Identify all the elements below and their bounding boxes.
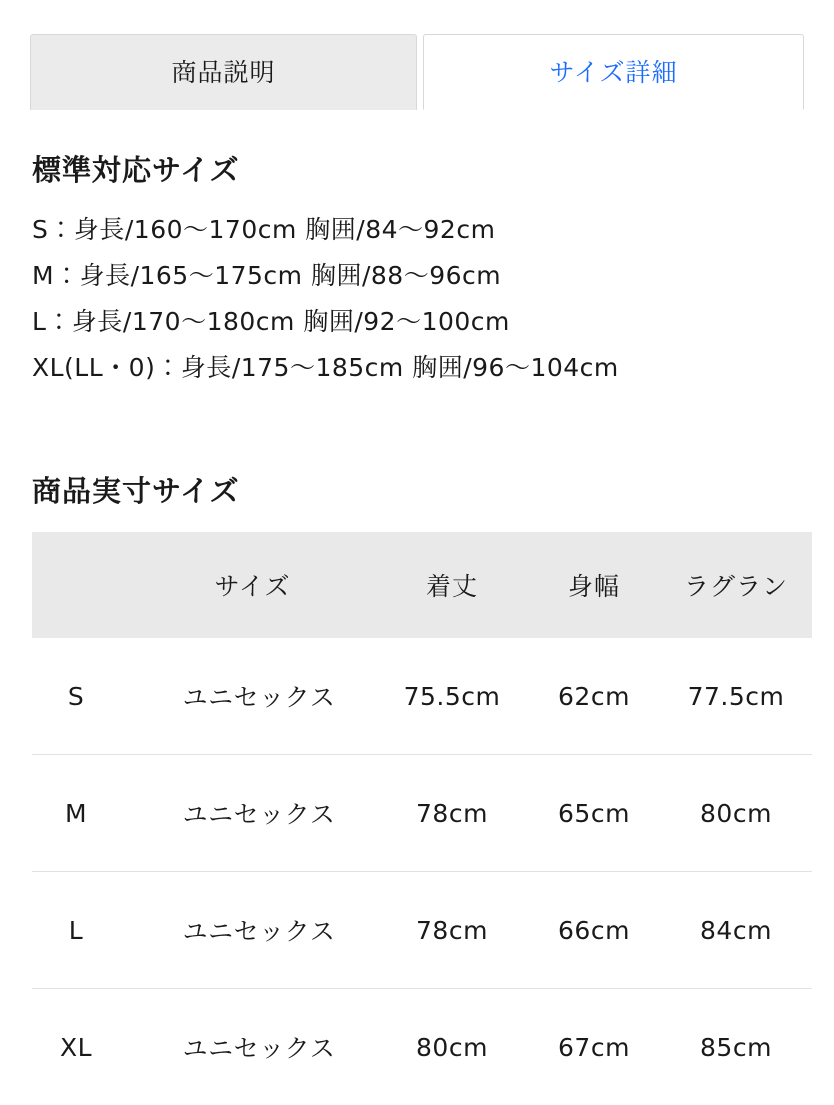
standard-size-line-m: M：身長/165〜175cm 胸囲/88〜96cm [32, 253, 834, 299]
cell-length: 78cm [376, 872, 528, 989]
column-header-size: サイズ [129, 532, 376, 638]
cell-size: M [32, 755, 129, 872]
cell-size: S [32, 638, 129, 755]
column-header-raglan: ラグラン [660, 532, 812, 638]
table-row [32, 755, 812, 872]
cell-fit: ユニセックス [129, 755, 376, 872]
cell-width: 65cm [528, 755, 660, 872]
cell-length: 78cm [376, 755, 528, 872]
table-row [32, 872, 812, 989]
standard-size-line-xl: XL(LL・0)：身長/175〜185cm 胸囲/96〜104cm [32, 345, 834, 391]
cell-fit: ユニセックス [129, 638, 376, 755]
measurement-table-body [32, 638, 812, 1105]
cell-width: 62cm [528, 638, 660, 755]
cell-raglan: 84cm [660, 872, 812, 989]
cell-width: 66cm [528, 872, 660, 989]
cell-length: 75.5cm [376, 638, 528, 755]
standard-size-line-s: S：身長/160〜170cm 胸囲/84〜92cm [32, 207, 834, 253]
tab-size-detail[interactable]: サイズ詳細 [423, 34, 804, 110]
actual-size-heading: 商品実寸サイズ [32, 469, 834, 510]
standard-size-heading: 標準対応サイズ [32, 148, 834, 189]
tab-bar [0, 0, 834, 110]
cell-raglan: 85cm [660, 989, 812, 1105]
cell-fit: ユニセックス [129, 872, 376, 989]
standard-size-list [32, 207, 834, 391]
column-header-length: 着丈 [376, 532, 528, 638]
cell-size: L [32, 872, 129, 989]
cell-raglan: 77.5cm [660, 638, 812, 755]
table-row [32, 989, 812, 1105]
cell-width: 67cm [528, 989, 660, 1105]
cell-size: XL [32, 989, 129, 1105]
standard-size-line-l: L：身長/170〜180cm 胸囲/92〜100cm [32, 299, 834, 345]
cell-length: 80cm [376, 989, 528, 1105]
measurement-table-head [32, 532, 812, 638]
column-header-width: 身幅 [528, 532, 660, 638]
cell-raglan: 80cm [660, 755, 812, 872]
table-header-row [32, 532, 812, 638]
tab-product-description[interactable]: 商品説明 [30, 34, 417, 110]
column-header-blank [32, 532, 129, 638]
measurement-table [32, 532, 812, 1105]
table-row [32, 638, 812, 755]
cell-fit: ユニセックス [129, 989, 376, 1105]
